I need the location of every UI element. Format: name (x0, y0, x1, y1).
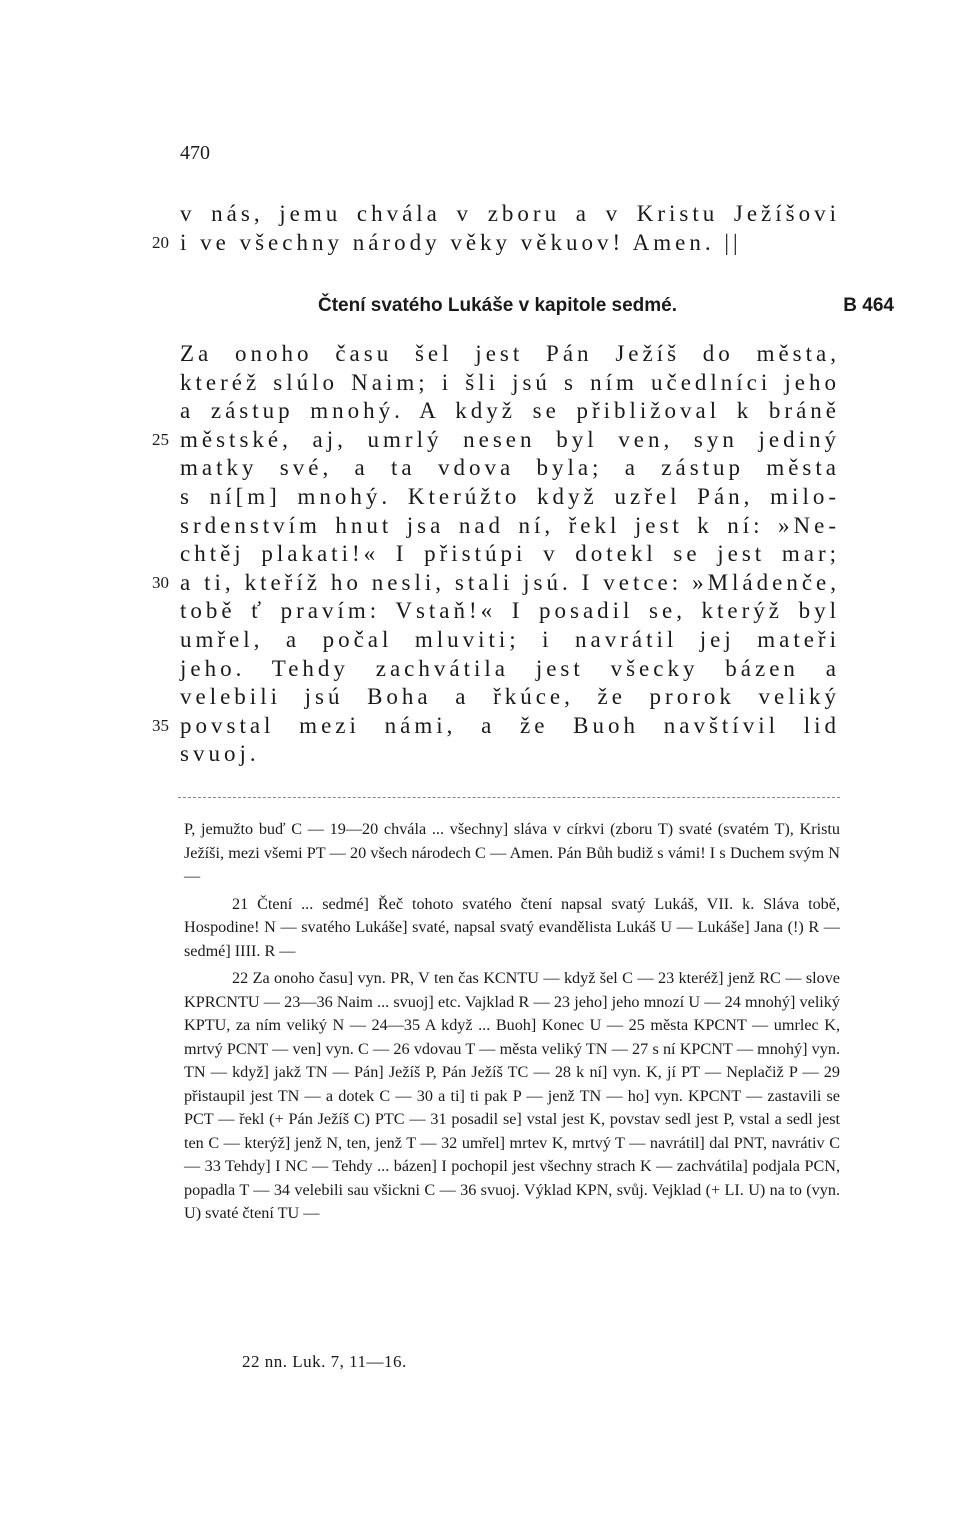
apparatus-note: 22 Za onoho času] vyn. PR, V ten čas KCNTU — když šel C — 23 kteréž] jenž RC — slove KPRCNTU — 23—36 Naim ... svuoj] etc. Vajklad R — 23 jeho] jeho mnozí U — 24 mnohý] veliký KPTU, za ním veliký N — 24—35 A když ... Buoh] Konec U — 25 města KPCNT — umrlec K, mrtvý PCNT — ven] vyn. C — 26 vdovau T — města veliký TN — 27 s ní KPCNT — mnohý] vyn. TN — když] jakž TN — Pán] Ježíš P, Pán Ježíš TC — 28 k ní] vyn. K, jí PT — Neplačiž P — 29 přistaupil jest TN — a dotek C — 30 a ti] ti pak P — jenž TN — ho] vyn. KPCNT — zastavili se PCT — řekl (+ Pán Ježíš C) PTC — 31 posadil se] vstal jest K, povstav sedl jest P, vstal a sedl jest ten C — kterýž] jenž N, ten, jenž T — 32 umřel] mrtev K, mrtvý T — navrátil] dal PNT, navrátiv C — 33 Tehdy] I NC — Tehdy ... bázen] I pochopil jest všechny strach K — zachvátila] podjala PCN, popadla T — 34 velebili sau všickni C — 36 svuoj. Výklad KPN, svůj. Vejklad (+ LI. U) na to (vyn. U) svaté čtení TU — (184, 969, 840, 1222)
line-number: 20 (152, 232, 169, 252)
line-text: matky své, a ta vdova byla; a zástup města (180, 455, 840, 481)
line-number: 30 (152, 572, 169, 592)
line-text: a ti, kteříž ho nesli, stali jsú. I vetce: »Mládenče, (180, 569, 840, 595)
line-text: jeho. Tehdy zachvátila jest všecky bázen a (180, 655, 840, 681)
line-text: povstal mezi námi, a že Buoh navštívil lid (180, 712, 840, 738)
line-text: v nás, jemu chvála v zboru a v Kristu Ježíšovi (180, 201, 840, 226)
line-text: umřel, a počal mluviti; i navrátil jej mateři (180, 626, 840, 652)
text-line (180, 340, 840, 369)
line-number: 35 (152, 715, 169, 735)
text-line (180, 369, 840, 398)
text-line (180, 454, 840, 483)
text-line (152, 712, 840, 741)
text-line (180, 740, 840, 769)
line-text: Za onoho času šel jest Pán Ježíš do města, (180, 341, 840, 366)
line-text: srdenstvím hnut jsa nad ní, řekl jest k ní: »Ne- (180, 512, 840, 538)
text-line (180, 200, 840, 229)
text-line (152, 569, 840, 598)
line-text: i ve všechny národy věky věkuov! Amen. || (180, 229, 742, 255)
critical-apparatus (184, 818, 840, 1230)
text-line (152, 426, 840, 455)
text-line (180, 483, 840, 512)
text-line (180, 655, 840, 684)
text-line (180, 626, 840, 655)
text-line (180, 597, 840, 626)
line-text: svuoj. (180, 741, 260, 767)
text-line (152, 229, 840, 258)
text-line (180, 540, 840, 569)
footnote-divider (178, 797, 840, 798)
line-text: kteréž slúlo Naim; i šli jsú s ním učedlníci jeho (180, 369, 840, 395)
line-text: velebili jsú Boha a řkúce, že prorok veliký (180, 684, 840, 710)
text-line (180, 512, 840, 541)
source-reference: 22 nn. Luk. 7, 11—16. (242, 1352, 407, 1371)
line-text: chtěj plakati!« I přistúpi v dotekl se jest mar; (180, 541, 840, 567)
text-line (180, 397, 840, 426)
heading-title: Čtení svatého Lukáše v kapitole sedmé. (318, 295, 678, 316)
line-text: městské, aj, umrlý nesen byl ven, syn jediný (180, 426, 840, 452)
line-text: a zástup mnohý. A když se přibližoval k bráně (180, 398, 840, 424)
page-number: 470 (180, 142, 210, 164)
apparatus-note: 21 Čtení ... sedmé] Řeč tohoto svatého čtení napsal svatý Lukáš, VII. k. Sláva tobě, Hospodine! N — svatého Lukáše] svaté, napsal svatý evandělista Lukáš U — Lukáše] Jana (!) R — sedmé] IIII. R — (184, 894, 840, 960)
line-text: tobě ť pravím: Vstaň!« I posadil se, kterýž byl (180, 598, 840, 624)
line-text: s ní[m] mnohý. Kterúžto když uzřel Pán, milo- (180, 483, 840, 509)
line-number: 25 (152, 429, 169, 449)
reading-text (152, 340, 840, 769)
apparatus-note: P, jemužto buď C — 19—20 chvála ... všechny] sláva v církvi (zboru T) svaté (svatém T), Kristu Ježíši, mezi všemi PT — 20 všech národech C — Amen. Pán Bůh budiž s vámi! I s Duchem svým N — (184, 820, 840, 885)
text-line (180, 683, 840, 712)
main-text (152, 200, 840, 257)
heading-reference: B 464 (843, 295, 894, 316)
